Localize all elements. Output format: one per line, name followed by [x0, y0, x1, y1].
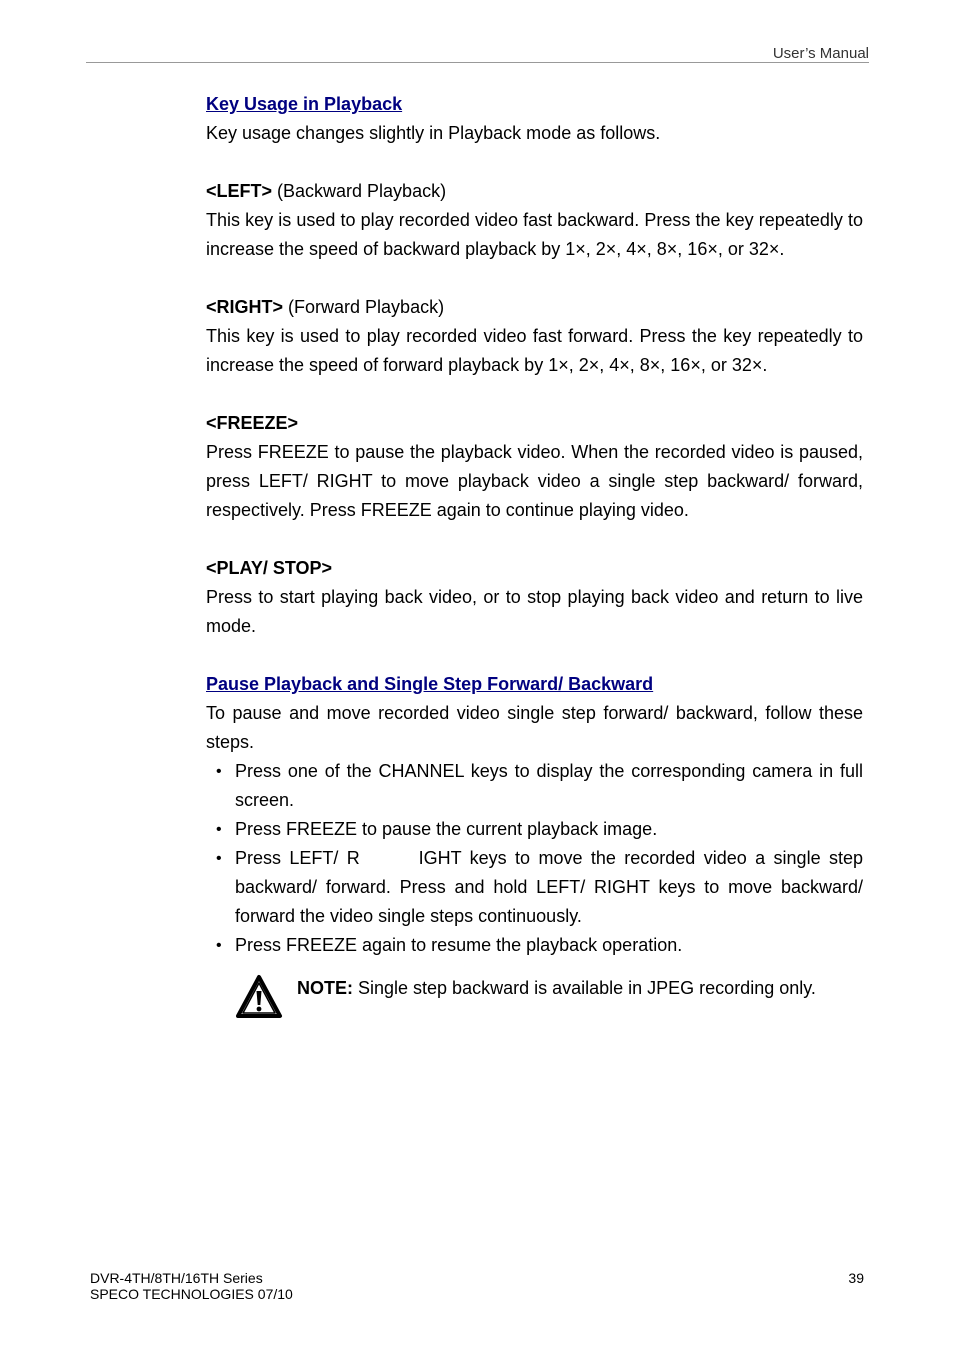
key-play-stop-description: Press to start playing back video, or to stop playing back video and return to live mode. — [206, 587, 863, 636]
key-right-description: This key is used to play recorded video fast forward. Press the key repeatedly to increase the speed of forward playback by 1×, 2×, 4×, 8×, 16×, or 32×. — [206, 326, 863, 375]
list-item: • Press LEFT/ R IGHT keys to move the recorded video a single step backward/ forward. Press and hold LEFT/ RIGHT keys to move backward/ forward the video single steps continuously. — [206, 844, 863, 931]
section-heading-pause-playback: Pause Playback and Single Step Forward/ Backward — [206, 674, 654, 694]
section-intro: To pause and move recorded video single step forward/ backward, follow these steps. — [206, 703, 863, 752]
list-item: • Press FREEZE to pause the current playback image. — [206, 815, 863, 844]
key-name: <FREEZE> — [206, 413, 299, 433]
steps-list — [206, 757, 869, 960]
page-content — [206, 90, 869, 1024]
key-label: (Backward Playback) — [272, 181, 447, 201]
key-freeze-title — [206, 409, 863, 438]
footer-info — [90, 1270, 293, 1302]
key-name: <RIGHT> — [206, 297, 284, 317]
section-intro: Key usage changes slightly in Playback mode as follows. — [206, 123, 661, 143]
section-heading-key-usage: Key Usage in Playback — [206, 94, 403, 114]
key-right-title — [206, 293, 863, 322]
key-name: <PLAY/ STOP> — [206, 558, 333, 578]
key-freeze-description: Press FREEZE to pause the playback video. When the recorded video is paused, press LEFT/ RIGHT to move playback video a single step backward/ forward, respectively. Press FREEZE again to continue playing video. — [206, 442, 863, 520]
list-item: • Press one of the CHANNEL keys to display the corresponding camera in full screen. — [206, 757, 863, 815]
note-text — [297, 974, 863, 1003]
note-box — [235, 974, 863, 1024]
key-name: <LEFT> — [206, 181, 273, 201]
header-divider — [86, 62, 869, 63]
key-left-title — [206, 177, 863, 206]
footer-company: SPECO TECHNOLOGIES 07/10 — [90, 1286, 293, 1302]
key-label: (Forward Playback) — [283, 297, 445, 317]
warning-icon — [235, 974, 283, 1020]
note-label: NOTE: — [297, 978, 353, 998]
footer-series: DVR-4TH/8TH/16TH Series — [90, 1270, 263, 1286]
key-left-description: This key is used to play recorded video fast backward. Press the key repeatedly to increase the speed of backward playback by 1×, 2×, 4×, 8×, 16×, or 32×. — [206, 210, 863, 259]
note-body: Single step backward is available in JPEG recording only. — [353, 978, 816, 998]
running-header: User’s Manual — [772, 45, 869, 62]
page-number: 39 — [848, 1270, 864, 1286]
key-play-stop-title — [206, 554, 863, 583]
list-item: • Press FREEZE again to resume the playback operation. — [206, 931, 863, 960]
